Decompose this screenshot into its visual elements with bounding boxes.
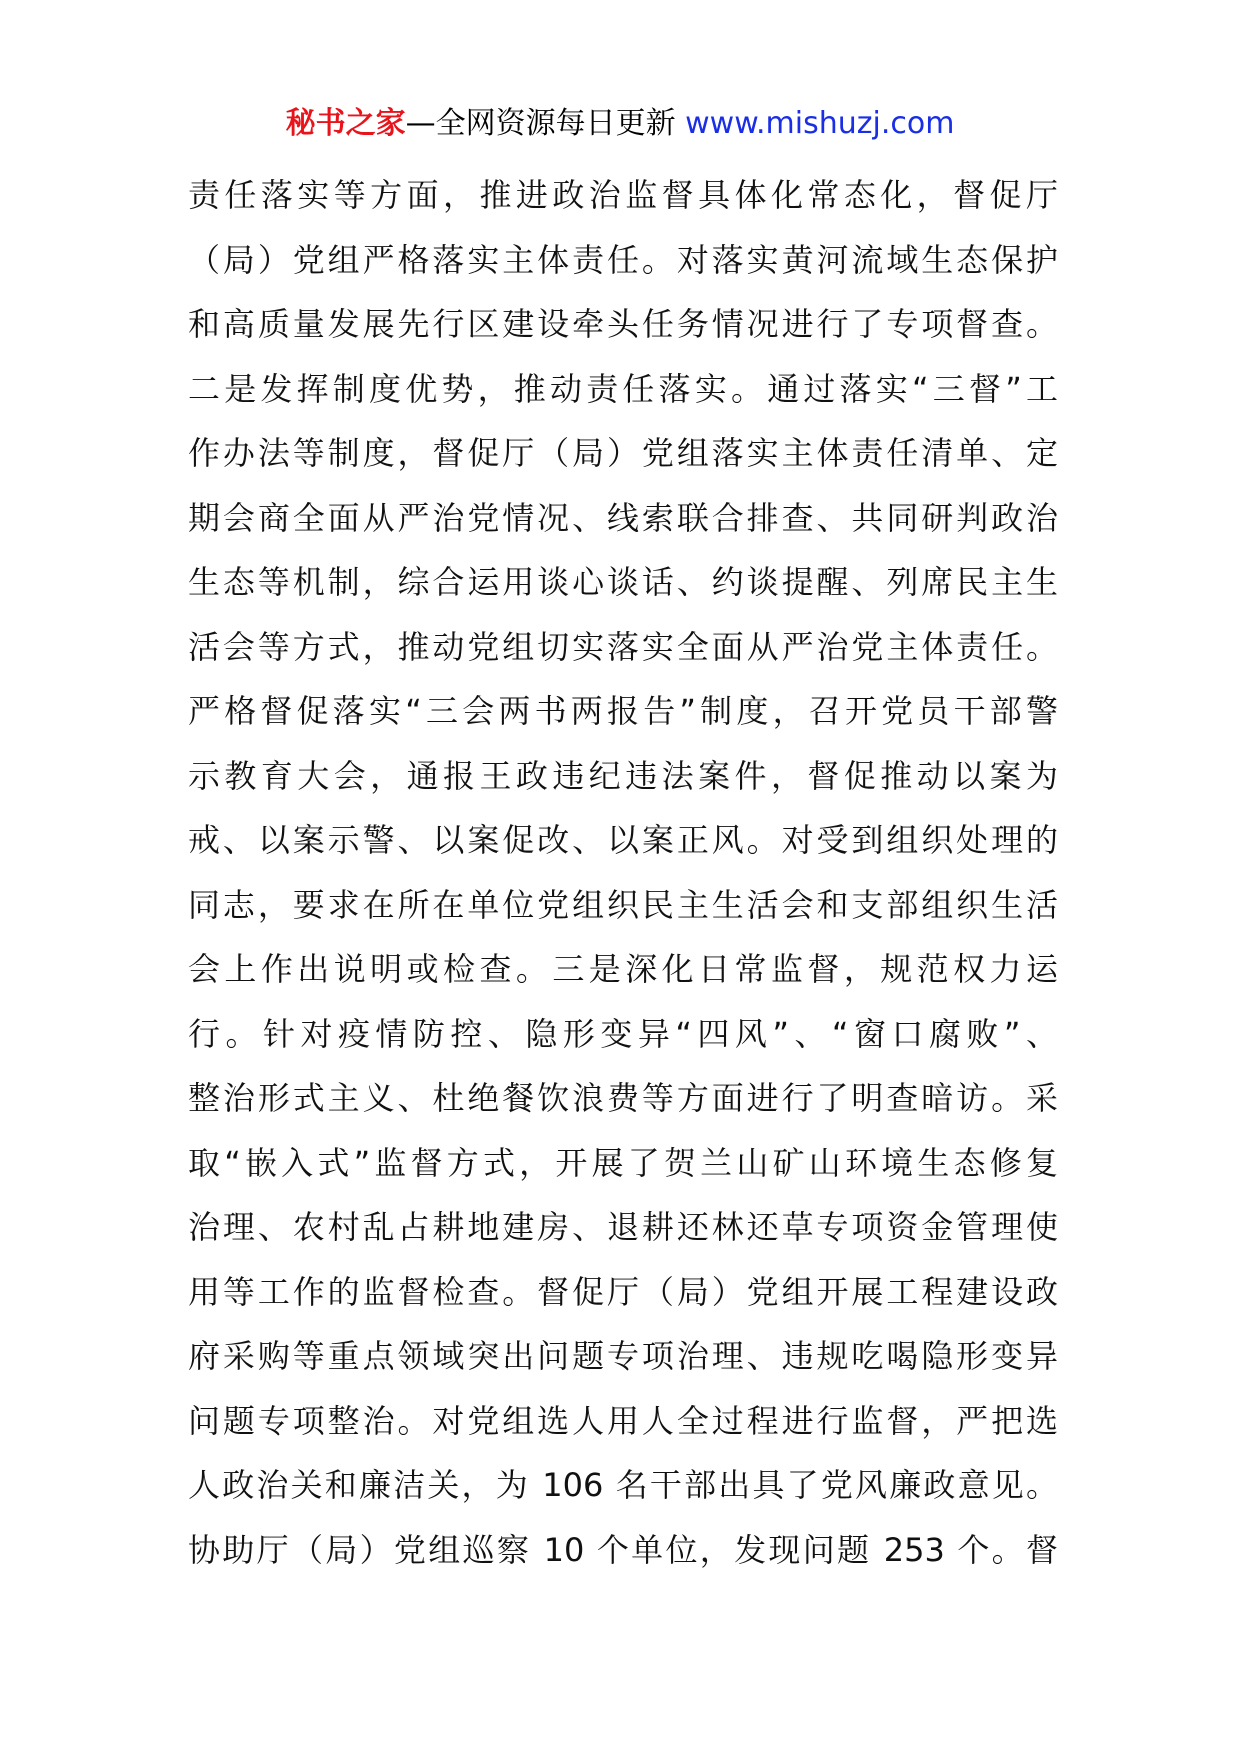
page-header [0, 104, 1240, 144]
text-line: 活会等方式，推动党组切实落实全面从严治党主体责任。 [188, 627, 1058, 666]
text-line: 作办法等制度，督促厅（局）党组落实主体责任清单、定 [188, 434, 1058, 472]
text-line: 协助厅（局）党组巡察 10 个单位，发现问题 253 个。督 [188, 1530, 1058, 1569]
text-line: 会上作出说明或检查。三是深化日常监督，规范权力运 [188, 950, 1058, 988]
text-line: 取“嵌入式”监督方式，开展了贺兰山矿山环境生态修复 [188, 1143, 1058, 1182]
text-line: 责任落实等方面，推进政治监督具体化常态化，督促厅 [188, 176, 1058, 214]
text-line: 示教育大会，通报王政违纪违法案件，督促推动以案为 [188, 756, 1058, 795]
text-line: 人政治关和廉洁关，为 106 名干部出具了党风廉政意见。 [188, 1466, 1058, 1504]
text-line: 府采购等重点领域突出问题专项治理、违规吃喝隐形变异 [188, 1337, 1058, 1375]
text-line: 严格督促落实“三会两书两报告”制度，召开党员干部警 [188, 692, 1058, 730]
text-line: 期会商全面从严治党情况、线索联合排查、共同研判政治 [188, 498, 1058, 537]
text-line: （局）党组严格落实主体责任。对落实黄河流域生态保护 [188, 240, 1058, 279]
text-line: 生态等机制，综合运用谈心谈话、约谈提醒、列席民主生 [188, 563, 1058, 601]
website-link[interactable]: www.mishuzj.com [685, 106, 955, 141]
brand-name: 秘书之家 [285, 106, 406, 141]
text-line: 行。针对疫情防控、隐形变异“四风”、“窗口腐败”、 [188, 1014, 1058, 1053]
text-line: 和高质量发展先行区建设牵头任务情况进行了专项督查。 [188, 305, 1058, 343]
text-line: 用等工作的监督检查。督促厅（局）党组开展工程建设政 [188, 1272, 1058, 1311]
text-line: 治理、农村乱占耕地建房、退耕还林还草专项资金管理使 [188, 1208, 1058, 1246]
text-line: 戒、以案示警、以案促改、以案正风。对受到组织处理的 [188, 821, 1058, 859]
header-tagline: —全网资源每日更新 [405, 106, 686, 141]
text-line: 整治形式主义、杜绝餐饮浪费等方面进行了明查暗访。采 [188, 1079, 1058, 1117]
text-line: 问题专项整治。对党组选人用人全过程进行监督，严把选 [188, 1401, 1058, 1440]
text-line: 同志，要求在所在单位党组织民主生活会和支部组织生活 [188, 885, 1058, 924]
body-paragraph [188, 163, 1058, 1582]
text-line: 二是发挥制度优势，推动责任落实。通过落实“三督”工 [188, 369, 1058, 408]
